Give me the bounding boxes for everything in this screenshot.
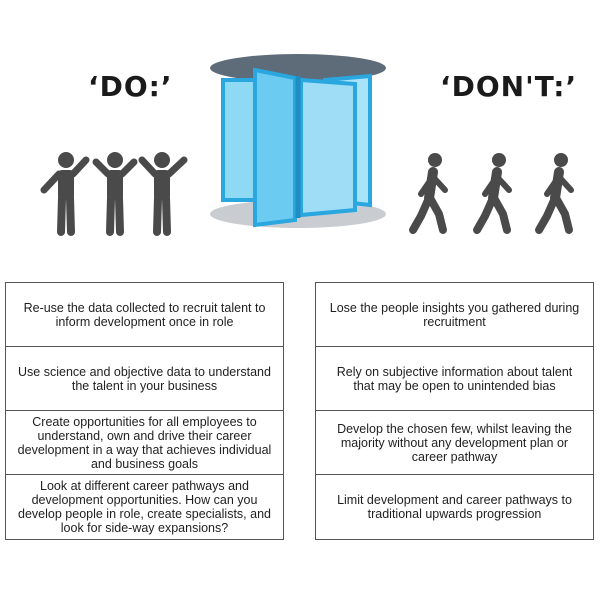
celebrating-people-icon bbox=[38, 150, 190, 236]
do-item: Create opportunities for all employees to understand, own and drive their career development in a way that achieves individual and business goals bbox=[6, 411, 283, 475]
do-item: Re-use the data collected to recruit talent to inform development once in role bbox=[6, 283, 283, 347]
do-item: Look at different career pathways and development opportunities. How can you develop people in role, create specialists, and look for side-way expansions? bbox=[18, 479, 271, 535]
do-heading: ‘DO:’ bbox=[88, 70, 173, 103]
dont-item: Develop the chosen few, whilst leaving the majority without any development plan or career pathway bbox=[316, 411, 593, 475]
dont-list bbox=[315, 282, 594, 540]
dont-item: Rely on subjective information about talent that may be open to unintended bias bbox=[316, 347, 593, 411]
revolving-door-icon bbox=[205, 50, 391, 236]
dont-item: Lose the people insights you gathered during recruitment bbox=[316, 283, 593, 347]
do-list bbox=[5, 282, 284, 540]
dont-heading: ‘DON'T:’ bbox=[440, 70, 578, 103]
do-item: Use science and objective data to understand the talent in your business bbox=[6, 347, 283, 411]
walking-people-icon bbox=[405, 150, 595, 236]
dont-item: Limit development and career pathways to traditional upwards progression bbox=[337, 493, 572, 521]
